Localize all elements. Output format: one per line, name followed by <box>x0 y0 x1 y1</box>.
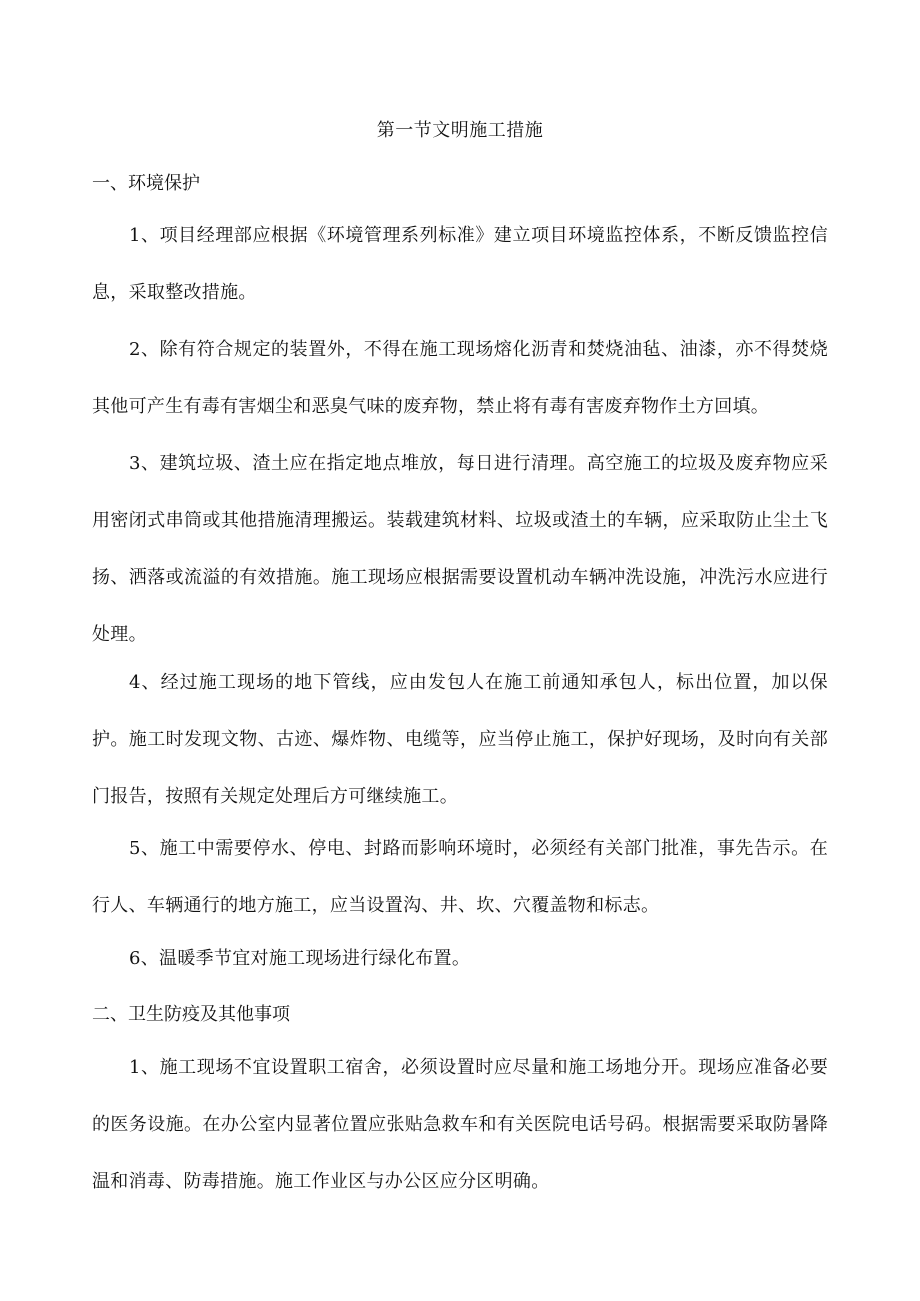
paragraph-env-4: 4、经过施工现场的地下管线，应由发包人在施工前通知承包人，标出位置，加以保护。施工时发现文物、古迹、爆炸物、电缆等，应当停止施工，保护好现场，及时向有关部门报告，按照有关规定处理后方可继续施工。 <box>92 672 828 807</box>
section-heading-environment: 一、环境保护 <box>92 173 200 194</box>
paragraph-env-6: 6、温暖季节宜对施工现场进行绿化布置。 <box>129 948 471 969</box>
paragraph-env-2: 2、除有符合规定的装置外，不得在施工现场熔化沥青和焚烧油毡、油漆，亦不得焚烧其他可产生有毒有害烟尘和恶臭气味的废弃物，禁止将有毒有害废弃物作土方回填。 <box>92 339 828 417</box>
paragraph-env-1: 1、项目经理部应根据《环境管理系列标准》建立项目环境监控体系，不断反馈监控信息，采取整改措施。 <box>92 225 828 303</box>
paragraph-env-3: 3、建筑垃圾、渣土应在指定地点堆放，每日进行清理。高空施工的垃圾及废弃物应采用密闭式串筒或其他措施清理搬运。装载建筑材料、垃圾或渣土的车辆，应采取防止尘土飞扬、洒落或流溢的有效措施。施工现场应根据需要设置机动车辆冲洗设施，冲洗污水应进行处理。 <box>92 453 828 645</box>
paragraph-hygiene-1: 1、施工现场不宜设置职工宿舍，必须设置时应尽量和施工场地分开。现场应准备必要的医务设施。在办公室内显著位置应张贴急救车和有关医院电话号码。根据需要采取防暑降温和消毒、防毒措施。施工作业区与办公区应分区明确。 <box>92 1057 828 1192</box>
paragraph-env-5: 5、施工中需要停水、停电、封路而影响环境时，必须经有关部门批准，事先告示。在行人、车辆通行的地方施工，应当设置沟、井、坎、穴覆盖物和标志。 <box>92 838 828 916</box>
page-title: 第一节文明施工措施 <box>376 120 544 141</box>
section-heading-hygiene: 二、卫生防疫及其他事项 <box>92 1004 290 1025</box>
